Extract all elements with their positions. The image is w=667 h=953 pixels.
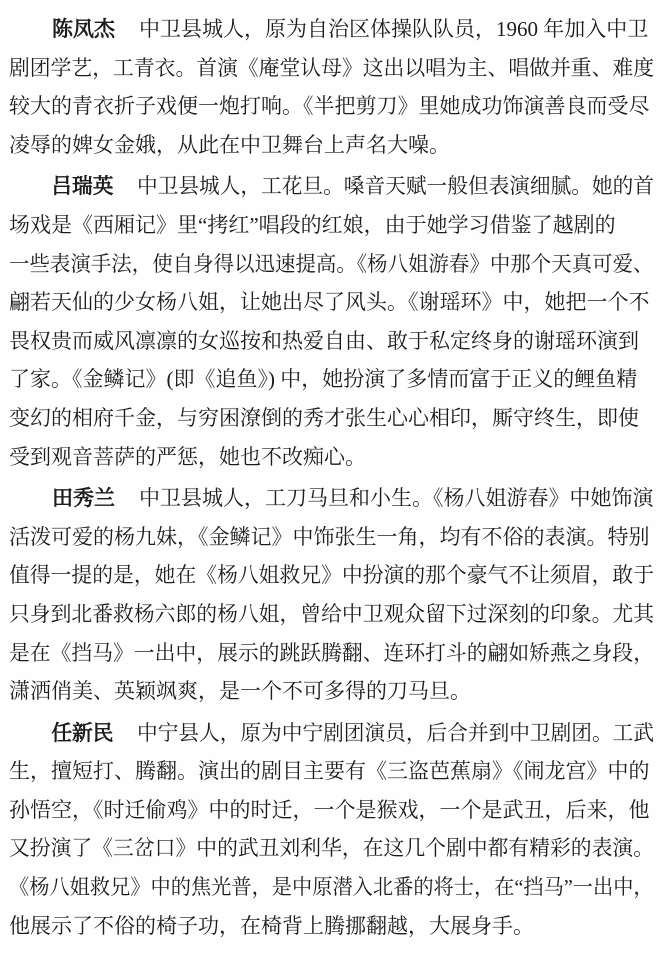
text-line: 较大的青衣折子戏便一炮打响。《半把剪刀》里她成功饰演善良而受尽 xyxy=(9,94,650,119)
text-line: 他展示了不俗的椅子功，在椅背上腾挪翻越，大展身手。 xyxy=(9,913,534,938)
line-text: 中卫县城人，工花旦。嗓音天赋一般但表演细腻。她的首 xyxy=(137,174,654,199)
text-line: 活泼可爱的杨九妹，《金鳞记》中饰张生一角，均有不俗的表演。特别 xyxy=(9,524,650,549)
biography-paragraph xyxy=(9,479,654,711)
performer-name: 任新民 xyxy=(51,720,114,745)
text-line: 了家。《金鳞记》(即《追鱼》) 中，她扮演了多情而富于正义的鲤鱼精 xyxy=(9,367,638,392)
performer-name: 田秀兰 xyxy=(52,486,115,511)
text-line: 是在《挡马》一出中，展示的跳跃腾翻、连环打斗的翩如矫燕之身段， xyxy=(9,640,654,665)
text-line xyxy=(9,714,654,753)
text-line: 生，擅短打、腾翻。演出的剧目主要有《三盗芭蕉扇》《闹龙宫》中的 xyxy=(9,759,650,784)
text-line: 畏权贵而威风凛凛的女巡按和热爱自由、敢于私定终身的谢瑶环演到 xyxy=(9,328,639,353)
line-text: 中宁县人，原为中宁剧团演员，后合并到中卫剧团。工武 xyxy=(137,720,654,745)
text-line: 受到观音菩萨的严惩，她也不改痴心。 xyxy=(9,444,366,469)
text-line xyxy=(9,167,654,206)
text-line: 翩若天仙的少女杨八姐，让她出尽了风头。《谢瑶环》中，她把一个不 xyxy=(9,290,650,315)
text-line: 孙悟空，《时迁偷鸡》中的时迁，一个是猴戏，一个是武丑，后来，他 xyxy=(9,797,650,822)
text-line xyxy=(9,10,654,49)
text-line: 一些表演手法，使自身得以迅速提高。《杨八姐游春》中那个天真可爱、 xyxy=(9,251,654,276)
text-line: 变幻的相府千金，与穷困潦倒的秀才张生心心相印，厮守终生，即使 xyxy=(9,405,639,430)
performer-name: 陈凤杰 xyxy=(52,17,115,41)
text-line: 场戏是《西厢记》里“拷红”唱段的红娘，由于她学习借鉴了越剧的 xyxy=(9,212,616,237)
line-text: 中卫县城人，工刀马旦和小生。《杨八姐游春》中她饰演 xyxy=(139,486,654,511)
text-line: 又扮演了《三岔口》中的武丑刘利华，在这几个剧中都有精彩的表演。 xyxy=(9,836,654,861)
text-line xyxy=(9,479,654,518)
biography-paragraph xyxy=(9,167,654,476)
text-line: 剧团学艺，工青衣。首演《庵堂认母》这出以唱为主、唱做并重、难度 xyxy=(9,55,654,80)
biography-paragraph xyxy=(9,10,654,164)
text-line: 凌辱的婢女金娥，从此在中卫舞台上声名大噪。 xyxy=(9,132,450,157)
line-text: 中卫县城人，原为自治区体操队队员，1960 年加入中卫 xyxy=(139,17,649,41)
text-line: 潇洒俏美、英颖飒爽，是一个不可多得的刀马旦。 xyxy=(9,679,471,704)
performer-name: 吕瑞英 xyxy=(51,174,114,199)
text-line: 值得一提的是，她在《杨八姐救兄》中扮演的那个豪气不让须眉，敢于 xyxy=(9,563,654,588)
biography-paragraph xyxy=(9,714,654,946)
text-line: 只身到北番救杨六郎的杨八姐，曾给中卫观众留下过深刻的印象。尤其 xyxy=(9,601,654,626)
text-line: 《杨八姐救兄》中的焦光普，是中原潜入北番的将士，在“挡马”一出中， xyxy=(9,875,654,900)
